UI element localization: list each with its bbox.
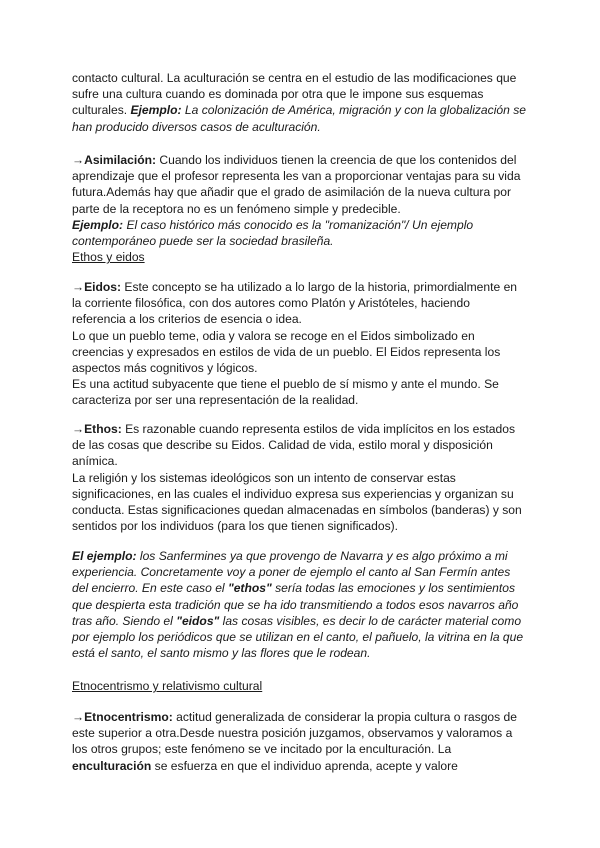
text-line: futura.Además hay que añadir que el grado de asimilación de la nueva cultura por [72,185,512,200]
arrow-icon: → [72,153,85,167]
text-line [72,580,528,596]
section-heading-etnocentrismo-block [72,678,528,694]
example-text: tras año. Siendo el [72,613,177,628]
term-label: Eidos: [84,280,122,294]
example-text: está el santo, el santo mismo y las flores que le rodean. [72,646,371,661]
text-span: se esfuerza en que el individuo aprenda, acepte y valore [151,758,458,773]
text-line [72,421,528,437]
term-label: Etnocentrismo: [84,710,173,724]
ethos-quote: "ethos" [227,581,272,596]
assimilation-paragraph [72,152,528,265]
text-line [72,629,528,645]
example-text: contemporáneo puede ser la sociedad brasileña. [72,234,334,249]
text-span: Cuando los individuos tienen la creencia de que los contenidos del [156,153,517,167]
arrow-icon: → [72,422,85,436]
acculturation-paragraph [72,70,528,135]
text-line [72,233,528,249]
text-line: creencias y expresados en estilos de vida de un pueblo. El Eidos representa los [72,344,501,359]
text-line: caracteriza por ser una representación de la realidad. [72,393,359,408]
text-line [72,217,528,233]
example-text: El caso histórico más conocido es la "romanización"/ Un ejemplo [123,217,474,232]
text-line: este superior a otra.Desde nuestra posición juzgamos, observamos y valoramos a [72,726,513,741]
example-text: las cosas visibles, es decir lo de carácter material como [219,613,522,628]
text-line: parte de la receptora no es un fenómeno simple y predecible. [72,201,401,216]
example-text: sería todas las emociones y los sentimientos [271,581,516,596]
text-line: de las cosas que describe su Eidos. Calidad de vida, estilo moral y disposición [72,438,493,453]
example-text: por ejemplo los periódicos que se utilizan en el canto, el pañuelo, la vitrina en la que [72,630,524,645]
text-line [72,597,528,613]
text-line: significaciones, en las cuales el individuo expresa sus experiencias y organizan su [72,486,514,501]
section-heading-ethos-eidos: Ethos y eidos [72,250,145,265]
text-line [72,119,528,135]
text-line: referencia a los criterios de esencia o idea. [72,312,302,327]
text-line [72,758,528,774]
text-line: sufre una cultura cuando es dominada por otra que le impone sus esquemas [72,87,484,102]
example-label: Ejemplo: [72,217,124,232]
example-text: han producido diversos casos de aculturación. [72,119,321,134]
text-line: anímica. [72,454,118,469]
eidos-quote: "eidos" [176,613,220,628]
text-line: aprendizaje que el profesor representa les van a proporcionar ventajas para su vida [72,169,521,184]
text-line: La religión y los sistemas ideológicos son un intento de conservar estas [72,470,456,485]
text-line: aspectos más cognitivos y lógicos. [72,361,258,376]
text-line [72,709,528,725]
text-line [72,645,528,661]
text-line [72,613,528,629]
ethnocentrism-paragraph [72,709,528,774]
text-span: Es razonable cuando representa estilos de vida implícitos en los estados [121,422,515,436]
text-span: Este concepto se ha utilizado a lo largo de la historia, primordialmente en [121,280,518,294]
text-line [72,102,528,118]
example-text: La colonización de América, migración y con la globalización se [181,103,526,118]
term-label: enculturación [72,758,152,773]
example-text: que despierta esta tradición que se ha ido transmitiendo a todos esos navarros año [72,597,519,612]
text-line [72,548,528,564]
text-span: actitud generalizada de considerar la propia cultura o rasgos de [172,710,518,724]
ethos-paragraph [72,421,528,534]
text-span: culturales. [72,103,131,118]
arrow-icon: → [72,280,85,294]
text-line: Lo que un pueblo teme, odia y valora se recoge en el Eidos simbolizado en [72,328,475,343]
example-paragraph [72,548,528,661]
example-text: los Sanfermines ya que provengo de Navarra y es algo próximo a mi [136,549,508,563]
example-text: del encierro. En este caso el [72,581,228,596]
text-line: Es una actitud subyacente que tiene el pueblo de sí mismo y ante el mundo. Se [72,377,499,392]
text-line [72,279,528,295]
section-heading-etnocentrismo: Etnocentrismo y relativismo cultural [72,679,263,693]
arrow-icon: → [72,710,85,724]
example-label: El ejemplo: [72,549,137,563]
text-line: contacto cultural. La aculturación se centra en el estudio de las modificaciones que [72,71,517,85]
text-line [72,152,528,168]
text-line: la corriente filosófica, con dos autores como Platón y Aristóteles, haciendo [72,296,470,311]
text-line [72,564,528,580]
example-text: experiencia. Concretamente voy a poner de ejemplo el canto al San Fermín antes [72,565,511,580]
eidos-paragraph [72,279,528,409]
term-label: Asimilación: [84,153,157,167]
term-label: Ethos: [84,422,122,436]
text-line: conducta. Estas significaciones quedan almacenadas en símbolos (banderas) y son [72,503,522,518]
text-line: sentidos por los individuos (para los que tienen significados). [72,519,399,534]
example-label: Ejemplo: [130,103,182,118]
text-line: los otros grupos; este fenómeno se ve incitado por la enculturación. La [72,742,452,757]
